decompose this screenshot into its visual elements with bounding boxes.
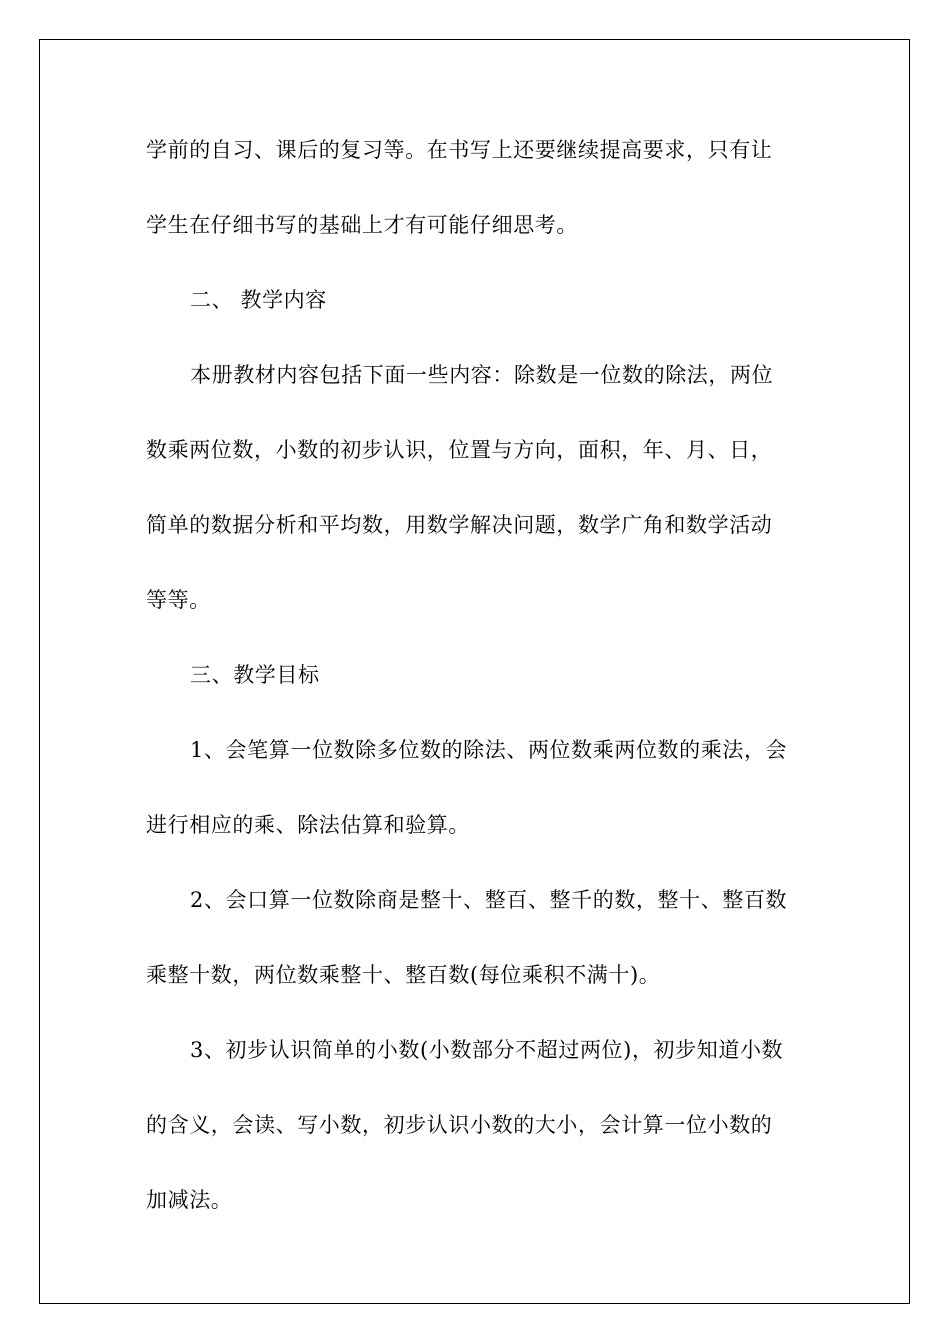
section-heading: 二、 教学内容 [190,288,327,312]
list-item-line: 的含义，会读、写小数，初步认识小数的大小，会计算一位小数的 [146,1113,773,1137]
list-item-line: 2、会口算一位数除商是整十、整百、整千的数，整十、整百数 [190,888,788,912]
paragraph-line: 简单的数据分析和平均数，用数学解决问题，数学广角和数学活动 [146,513,773,537]
list-item-line: 1、会笔算一位数除多位数的除法、两位数乘两位数的乘法，会 [190,738,788,762]
paragraph-line: 学生在仔细书写的基础上才有可能仔细思考。 [146,213,578,237]
paragraph-line: 本册教材内容包括下面一些内容：除数是一位数的除法，两位 [190,363,774,387]
paragraph-line: 数乘两位数，小数的初步认识，位置与方向，面积，年、月、日， [146,438,773,462]
paragraph-line: 学前的自习、课后的复习等。在书写上还要继续提高要求，只有让 [146,138,773,162]
paragraph-line: 等等。 [146,588,211,612]
list-item-line: 3、初步认识简单的小数(小数部分不超过两位)，初步知道小数 [190,1038,784,1062]
section-heading: 三、教学目标 [190,663,320,687]
list-item-line: 进行相应的乘、除法估算和验算。 [146,813,470,837]
list-item-line: 加减法。 [146,1188,233,1212]
list-item-line: 乘整十数，两位数乘整十、整百数(每位乘积不满十)。 [146,963,661,987]
